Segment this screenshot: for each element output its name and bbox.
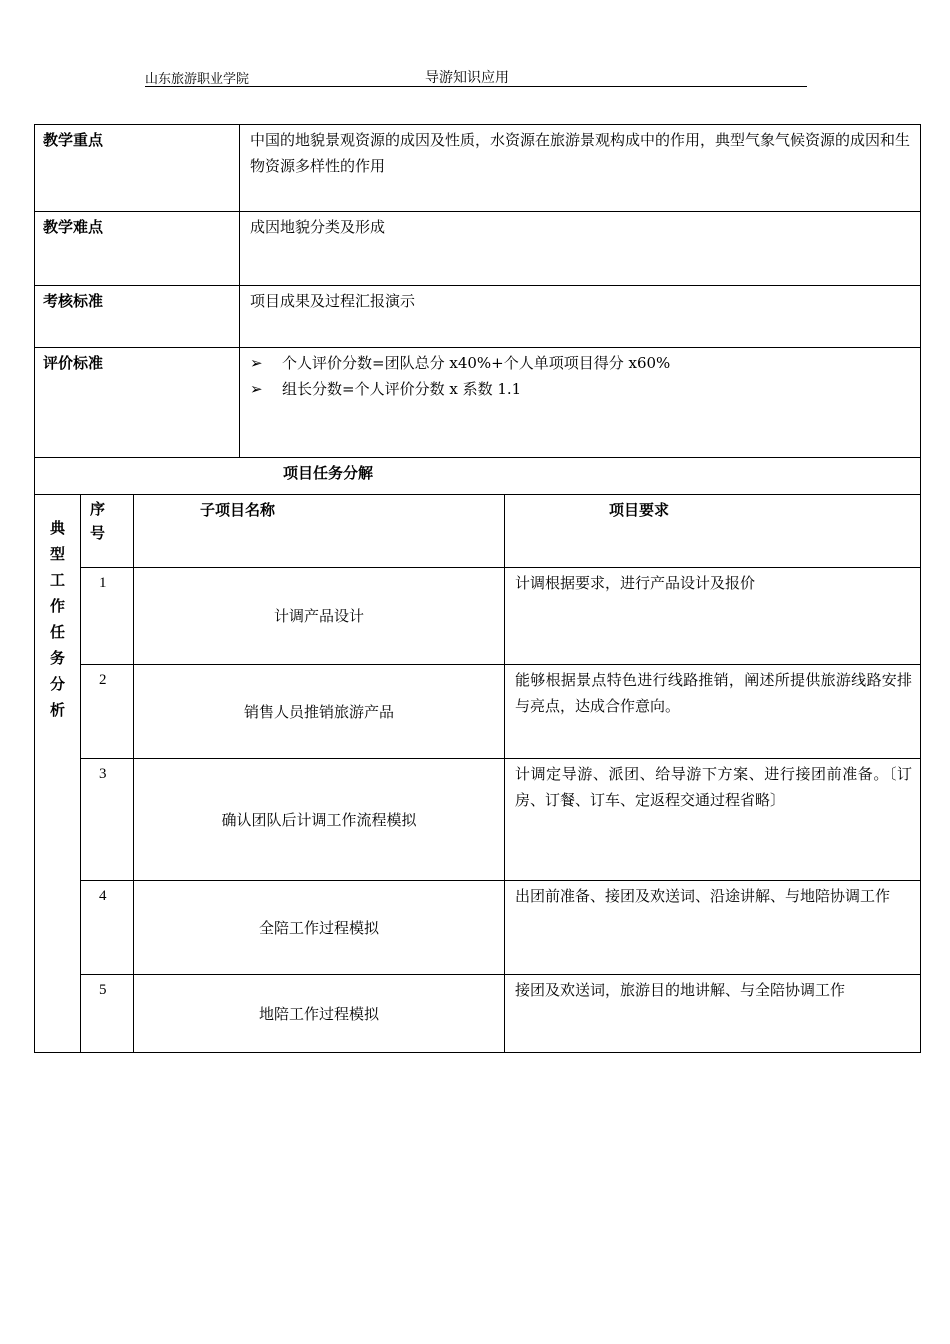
task-number: 2 [81, 665, 134, 759]
value-teaching-focus: 中国的地貌景观资源的成因及性质，水资源在旅游景观构成中的作用，典型气象气候资源的成因和生物资源多样性的作用 [240, 125, 921, 212]
side-label-typical-task-analysis: 典 型 工 作 任 务 分 析 [35, 495, 81, 1053]
row-task-section-title [35, 458, 921, 495]
task-requirement: 计调根据要求，进行产品设计及报价 [505, 568, 921, 665]
task-section-title: 项目任务分解 [35, 458, 921, 495]
task-number: 4 [81, 881, 134, 975]
label-assessment-standard: 考核标准 [35, 286, 240, 348]
arrow-bullet-icon: ➢ [250, 380, 263, 398]
row-evaluation-standard [35, 348, 921, 458]
column-header-requirement: 项目要求 [505, 495, 921, 568]
label-teaching-focus: 教学重点 [35, 125, 240, 212]
task-name: 计调产品设计 [134, 568, 505, 665]
value-assessment-standard: 项目成果及过程汇报演示 [240, 286, 921, 348]
page-header [145, 66, 807, 87]
task-header-row [35, 495, 921, 568]
task-requirement: 接团及欢送词，旅游目的地讲解、与全陪协调工作 [505, 975, 921, 1053]
table-row [35, 665, 921, 759]
task-requirement: 出团前准备、接团及欢送词、沿途讲解、与地陪协调工作 [505, 881, 921, 975]
task-requirement: 计调定导游、派团、给导游下方案、进行接团前准备。〔订房、订餐、订车、定返程交通过程省略〕 [505, 759, 921, 881]
table-row [35, 881, 921, 975]
arrow-bullet-icon: ➢ [250, 354, 263, 372]
row-assessment-standard [35, 286, 921, 348]
label-evaluation-standard: 评价标准 [35, 348, 240, 458]
table-row [35, 759, 921, 881]
evaluation-item: ➢ 组长分数=个人评价分数 x 系数 1.1 [250, 376, 912, 402]
task-name: 销售人员推销旅游产品 [134, 665, 505, 759]
label-teaching-difficulty: 教学难点 [35, 212, 240, 286]
task-number: 1 [81, 568, 134, 665]
course-table [34, 124, 921, 1053]
evaluation-item: ➢ 个人评价分数=团队总分 x40%+个人单项项目得分 x60% [250, 350, 912, 376]
school-name: 山东旅游职业学院 [145, 72, 250, 87]
course-name: 导游知识应用 [425, 70, 509, 86]
column-header-subproject-name: 子项目名称 [134, 495, 505, 568]
task-requirement: 能够根据景点特色进行线路推销，阐述所提供旅游线路安排与亮点，达成合作意向。 [505, 665, 921, 759]
row-teaching-focus [35, 125, 921, 212]
task-number: 3 [81, 759, 134, 881]
evaluation-bullets [240, 348, 921, 458]
task-number: 5 [81, 975, 134, 1053]
task-name: 确认团队后计调工作流程模拟 [134, 759, 505, 881]
task-name: 全陪工作过程模拟 [134, 881, 505, 975]
column-header-seq: 序 号 [81, 495, 134, 568]
value-teaching-difficulty: 成因地貌分类及形成 [240, 212, 921, 286]
row-teaching-difficulty [35, 212, 921, 286]
task-name: 地陪工作过程模拟 [134, 975, 505, 1053]
table-row [35, 568, 921, 665]
table-row [35, 975, 921, 1053]
